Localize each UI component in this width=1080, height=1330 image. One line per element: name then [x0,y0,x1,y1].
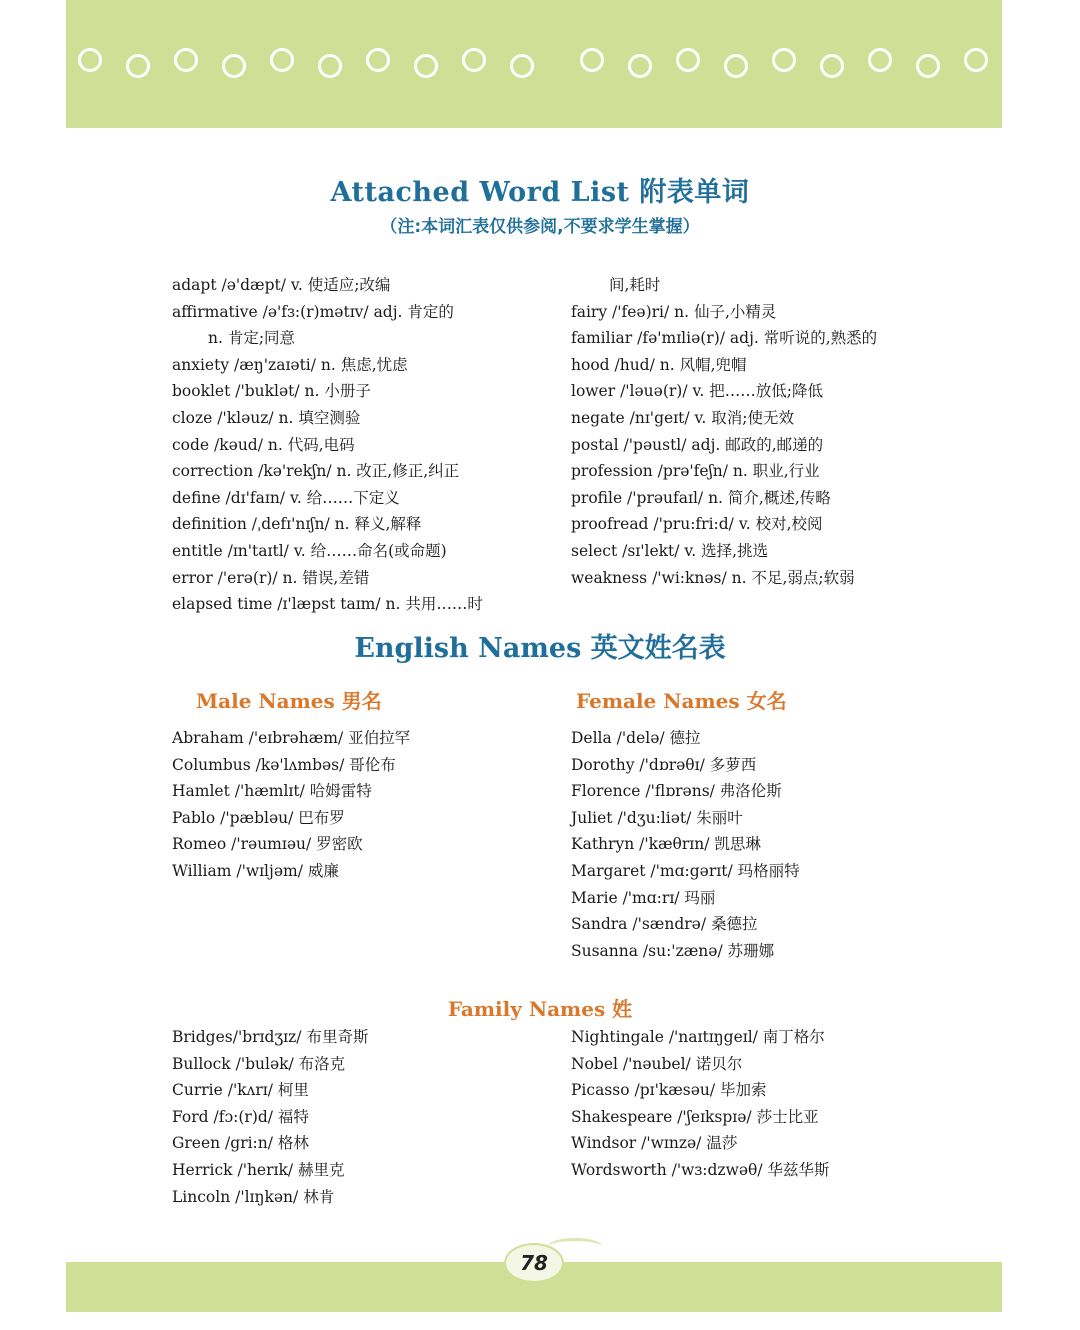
ring-decoration-icon [78,48,102,72]
list-item: Lincoln /'lɪŋkən/ 林肯 [172,1187,335,1206]
list-item: cloze /'kləuz/ n. 填空测验 [172,408,361,427]
ring-decoration-icon [916,54,940,78]
family-names-left-list [172,1024,368,1210]
list-item: error /'erə(r)/ n. 错误,差错 [172,568,370,587]
list-item: correction /kə'rekʃn/ n. 改正,修正,纠正 [172,462,460,481]
family-names-right-list [571,1024,830,1184]
list-item: 间,耗时 [609,276,661,294]
list-item: Bridges/'brɪdʒɪz/ 布里奇斯 [172,1028,369,1046]
list-item: familiar /fə'mɪliə(r)/ adj. 常听说的,熟悉的 [571,329,878,348]
list-item: Wordsworth /'wɜ:dzwəθ/ 华兹华斯 [571,1160,830,1179]
list-item: code /kəud/ n. 代码,电码 [172,435,355,454]
list-item: entitle /ɪn'taɪtl/ v. 给……命名(或命题) [172,541,447,560]
list-item: negate /nɪ'geɪt/ v. 取消;使无效 [571,408,794,427]
list-item: Pablo /'pæbləu/ 巴布罗 [172,808,345,827]
list-item: Abraham /'eɪbrəhæm/ 亚伯拉罕 [172,729,411,747]
ring-decoration-icon [270,48,294,72]
decorative-rings [66,0,1002,128]
ring-decoration-icon [628,54,652,78]
list-item: Shakespeare /'ʃeɪkspɪə/ 莎士比亚 [571,1107,819,1126]
female-names-list [571,725,800,964]
list-item: Windsor /'wɪnzə/ 温莎 [571,1134,738,1153]
page-subtitle: （注:本词汇表仅供参阅,不要求学生掌握） [380,217,700,237]
list-item: Green /gri:n/ 格林 [172,1134,309,1153]
ring-decoration-icon [964,48,988,72]
family-names-heading: Family Names 姓 [447,997,633,1021]
list-item: Currie /'kʌrɪ/ 柯里 [172,1081,309,1100]
list-item: Nobel /'nəubel/ 诺贝尔 [571,1054,743,1073]
ring-decoration-icon [222,54,246,78]
list-item: profile /'prəufaɪl/ n. 简介,概述,传略 [571,488,831,507]
list-item: Kathryn /'kæθrɪn/ 凯思琳 [571,835,761,854]
list-item: hood /hud/ n. 风帽,兜帽 [571,355,747,374]
list-item: weakness /'wi:knəs/ n. 不足,弱点;软弱 [571,568,855,587]
list-item: define /dɪ'faɪn/ v. 给……下定义 [172,488,400,507]
page-number: 78 [504,1243,564,1283]
list-item: definition /ˌdefɪ'nɪʃn/ n. 释义,解释 [172,515,422,534]
list-item: lower /'ləuə(r)/ v. 把……放低;降低 [571,382,823,401]
list-item: Herrick /'herɪk/ 赫里克 [172,1160,345,1179]
ring-decoration-icon [580,48,604,72]
list-item: Hamlet /'hæmlɪt/ 哈姆雷特 [172,782,372,801]
list-item: fairy /'feə)ri/ n. 仙子,小精灵 [571,302,777,321]
list-item: William /'wɪljəm/ 威廉 [172,861,339,880]
list-item: Ford /fɔ:(r)d/ 福特 [172,1107,309,1126]
ring-decoration-icon [772,48,796,72]
ring-decoration-icon [174,48,198,72]
list-item: Columbus /kə'lʌmbəs/ 哥伦布 [172,755,396,774]
list-item: Nightingale /'naɪtɪŋgeɪl/ 南丁格尔 [571,1028,825,1046]
list-item: Sandra /'sændrə/ 桑德拉 [571,915,758,934]
list-item: Florence /'flɒrəns/ 弗洛伦斯 [571,782,782,801]
list-item: proofread /'pru:fri:d/ v. 校对,校阅 [571,515,823,534]
list-item: Susanna /su:'zænə/ 苏珊娜 [571,941,775,960]
female-names-heading: Female Names 女名 [576,689,787,713]
header-band [66,0,1002,128]
male-names-heading: Male Names 男名 [196,689,382,713]
ring-decoration-icon [126,54,150,78]
ring-decoration-icon [676,48,700,72]
list-item: Picasso /pɪ'kæsəu/ 毕加索 [571,1081,767,1100]
ring-decoration-icon [318,54,342,78]
list-item: anxiety /æŋ'zaɪəti/ n. 焦虑,忧虑 [172,355,408,374]
list-item: Dorothy /'dɒrəθɪ/ 多萝西 [571,755,757,774]
ring-decoration-icon [868,48,892,72]
list-item: Marie /'mɑ:rɪ/ 玛丽 [571,888,716,907]
list-item: select /sɪ'lekt/ v. 选择,挑选 [571,541,769,560]
list-item: Romeo /'rəumɪəu/ 罗密欧 [172,835,363,854]
ring-decoration-icon [724,54,748,78]
ring-decoration-icon [820,54,844,78]
ring-decoration-icon [510,54,534,78]
ring-decoration-icon [462,48,486,72]
list-item: profession /prə'feʃn/ n. 职业,行业 [571,462,820,481]
male-names-list [172,725,410,885]
list-item: adapt /ə'dæpt/ v. 使适应;改编 [172,276,391,294]
list-item: Della /'delə/ 德拉 [571,729,701,747]
list-item: elapsed time /ɪ'læpst taɪm/ n. 共用……时 [172,595,483,614]
ring-decoration-icon [366,48,390,72]
page-title: Attached Word List 附表单词 [330,177,750,208]
list-item: Bullock /'bulək/ 布洛克 [172,1054,346,1073]
english-names-title: English Names 英文姓名表 [354,633,726,664]
list-item: Juliet /'dʒu:liət/ 朱丽叶 [571,808,743,827]
list-item: postal /'pəustl/ adj. 邮政的,邮递的 [571,435,824,454]
list-item: n. 肯定;同意 [208,329,296,348]
list-item: Margaret /'mɑ:gərɪt/ 玛格丽特 [571,861,800,880]
word-list-left-column [172,272,483,618]
list-item: booklet /'buklət/ n. 小册子 [172,382,371,401]
list-item: affirmative /ə'fɜ:(r)mətɪv/ adj. 肯定的 [172,302,454,321]
ring-decoration-icon [414,54,438,78]
word-list-right-column [571,272,877,591]
